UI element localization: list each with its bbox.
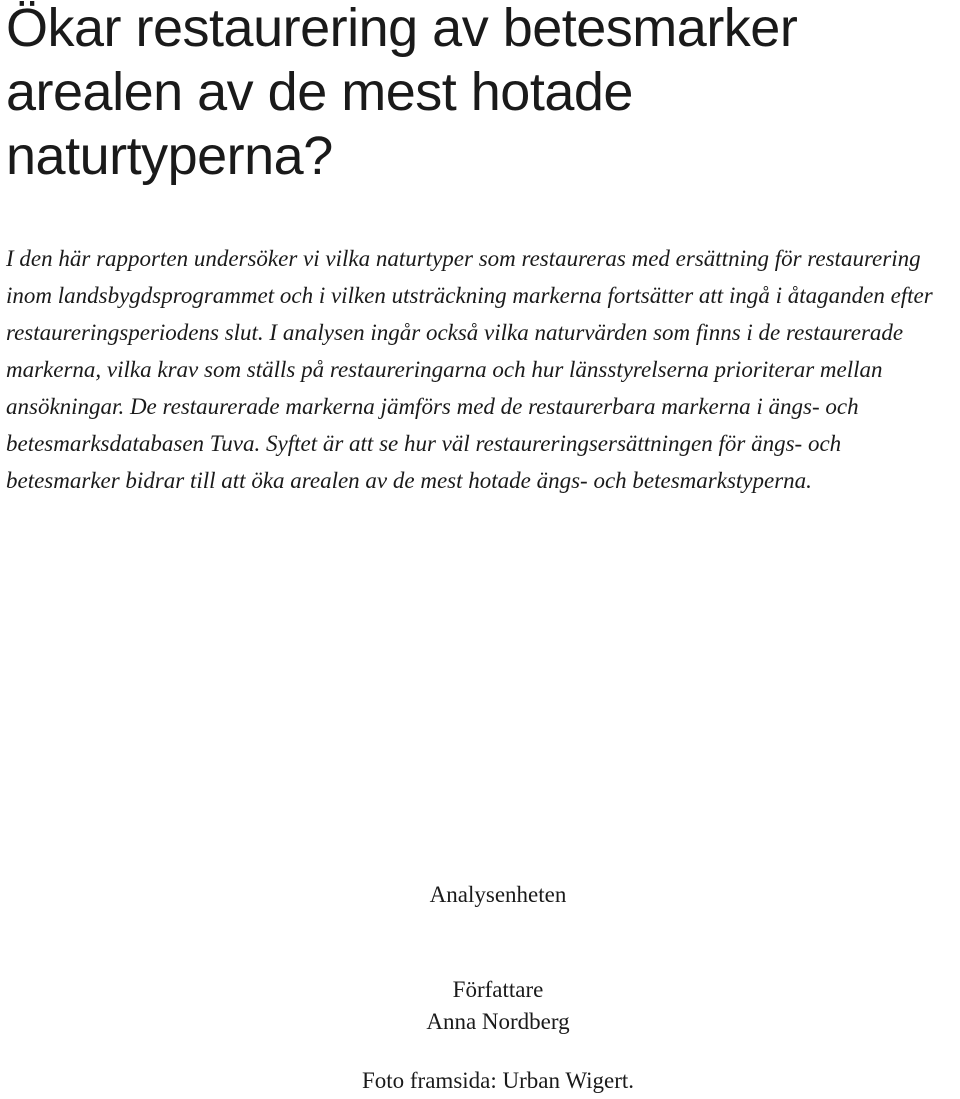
author-name: Anna Nordberg [426, 1009, 570, 1034]
author-label: Författare [452, 977, 544, 1002]
document-title: Ökar restaurering av betesmarker arealen av de mest hotade naturtyperna? [6, 0, 798, 186]
photo-credit: Foto framsida: Urban Wigert. [361, 1068, 635, 1093]
analysis-unit: Analysenheten [429, 882, 567, 907]
abstract-paragraph: I den här rapporten undersöker vi vilka naturtyper som restaureras med ersättning för restaurering inom landsbygdsprogrammet och i vilken utsträckning markerna fortsätter att ingå i åtaganden efter restaureringsperiodens slut. I analysen ingår också vilka naturvärden som finns i de restaurerade markerna, vilka krav som ställs på restaureringarna och hur länsstyrelserna prioriterar mellan ansökningar. De restaurerade markerna jämförs med de restaurerbara markerna i ängs- och betesmarksdatabasen Tuva. Syftet är att se hur väl restaureringsersättningen för ängs- och betesmarker bidrar till att öka arealen av de mest hotade ängs- och betesmarkstyperna. [6, 246, 933, 493]
